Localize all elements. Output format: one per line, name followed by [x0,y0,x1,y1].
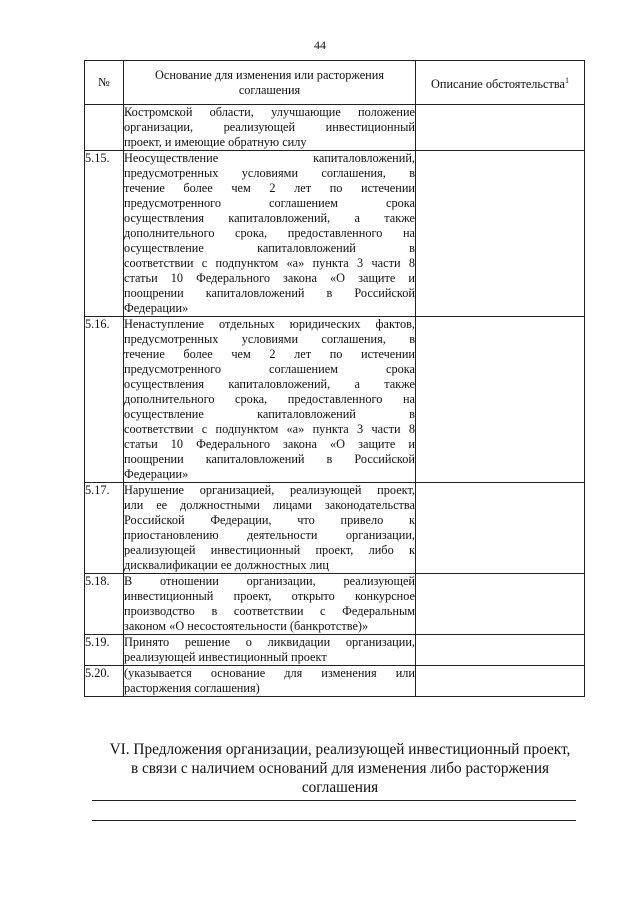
table-row [85,105,585,151]
basis-text-line: инвестиционный проект, открыто конкурсное [124,589,415,603]
header-basis [124,61,416,105]
basis-cell [124,317,416,483]
basis-text-line: предусмотренных условиями соглашения, в [124,332,415,346]
section-heading-line: соглашения [301,779,379,796]
basis-cell [124,151,416,317]
basis-text-line: производство в соответствии с Федеральным [124,604,415,618]
basis-text-line: Принято решение о ликвидации организации, [124,635,415,649]
basis-text-line: осуществление капиталовложений в [124,407,415,421]
basis-text-line: Федерации» [124,467,189,481]
basis-text-line: дополнительного срока, предоставленного на [124,392,415,406]
fill-in-line[interactable] [92,820,576,821]
page-number: 44 [314,38,326,52]
basis-cell [124,574,416,635]
basis-text-line: поощрении капиталовложений в Российской [124,452,415,466]
section-heading-line: VI. Предложения организации, реализующей инвестиционный проект, [109,741,571,758]
basis-table [84,60,585,697]
footnote-marker: 1 [564,75,569,85]
basis-text-line: течение более чем 2 лет по истечении [124,181,415,195]
basis-text-line: или ее должностными лицами законодательства [124,498,415,512]
table-header-row [85,61,585,105]
basis-text-line: В отношении организации, реализующей [124,574,415,588]
basis-cell [124,635,416,666]
basis-text-line: соответствии с подпунктом «а» пункта 3 части 8 [124,422,415,436]
basis-text-line: приостановлению деятельности организации, [124,528,415,542]
basis-text-line: реализующей инвестиционный проект, либо к [124,543,415,557]
basis-text-line: предусмотренного соглашением срока [124,196,415,210]
basis-text-line: дисквалификации ее должностных лиц [124,558,329,572]
description-cell[interactable] [416,317,585,483]
basis-text-line: (указывается основание для изменения или [124,666,415,680]
basis-text-line: Российской Федерации, что привело к [124,513,415,527]
description-cell[interactable] [416,574,585,635]
basis-cell [124,483,416,574]
basis-text-line: соответствии с подпунктом «а» пункта 3 части 8 [124,256,415,270]
header-description [416,61,585,105]
row-number: 5.20. [85,666,124,697]
description-cell[interactable] [416,105,585,151]
header-description-text: Описание обстоятельства [431,77,565,92]
description-cell[interactable] [416,483,585,574]
basis-text-line: осуществления капиталовложений, а также [124,211,415,225]
section-heading [60,740,620,797]
basis-text-line: предусмотренных условиями соглашения, в [124,166,415,180]
description-cell[interactable] [416,666,585,697]
row-number: 5.17. [85,483,124,574]
basis-text-line: организации, реализующей инвестиционный [124,120,415,134]
basis-text-line: Федерации» [124,301,189,315]
basis-text-line: Нарушение организацией, реализующей проект, [124,483,415,497]
basis-cell [124,105,416,151]
basis-text-line: Костромской области, улучшающие положение [124,105,415,119]
table-row [85,574,585,635]
basis-text-line: поощрении капиталовложений в Российской [124,286,415,300]
basis-text-line: предусмотренного соглашением срока [124,362,415,376]
basis-text-line: проект, и имеющие обратную силу [124,135,307,149]
row-number: 5.16. [85,317,124,483]
basis-text-line: осуществления капиталовложений, а также [124,377,415,391]
header-basis-line: соглашения [238,82,301,97]
row-number [85,105,124,151]
description-cell[interactable] [416,151,585,317]
basis-text-line: расторжения соглашения) [124,681,260,695]
basis-text-line: законом «О несостоятельности (банкротстве)» [124,619,369,633]
table-row [85,317,585,483]
header-basis-line: Основание для изменения или расторжения [155,67,384,82]
table-row [85,483,585,574]
row-number: 5.19. [85,635,124,666]
table-row [85,151,585,317]
row-number: 5.15. [85,151,124,317]
basis-text-line: Неосуществление капиталовложений, [124,151,415,165]
row-number: 5.18. [85,574,124,635]
basis-text-line: течение более чем 2 лет по истечении [124,347,415,361]
basis-cell [124,666,416,697]
basis-text-line: Ненаступление отдельных юридических фактов, [124,317,415,331]
table-row [85,666,585,697]
basis-text-line: статьи 10 Федерального закона «О защите и [124,437,415,451]
basis-text-line: реализующей инвестиционный проект [124,650,327,664]
basis-text-line: осуществление капиталовложений в [124,241,415,255]
fill-in-line[interactable] [92,800,576,801]
basis-text-line: статьи 10 Федерального закона «О защите и [124,271,415,285]
description-cell[interactable] [416,635,585,666]
basis-text-line: дополнительного срока, предоставленного на [124,226,415,240]
header-number: № [85,61,124,105]
table-row [85,635,585,666]
section-heading-line: в связи с наличием оснований для изменения либо расторжения [130,760,550,777]
